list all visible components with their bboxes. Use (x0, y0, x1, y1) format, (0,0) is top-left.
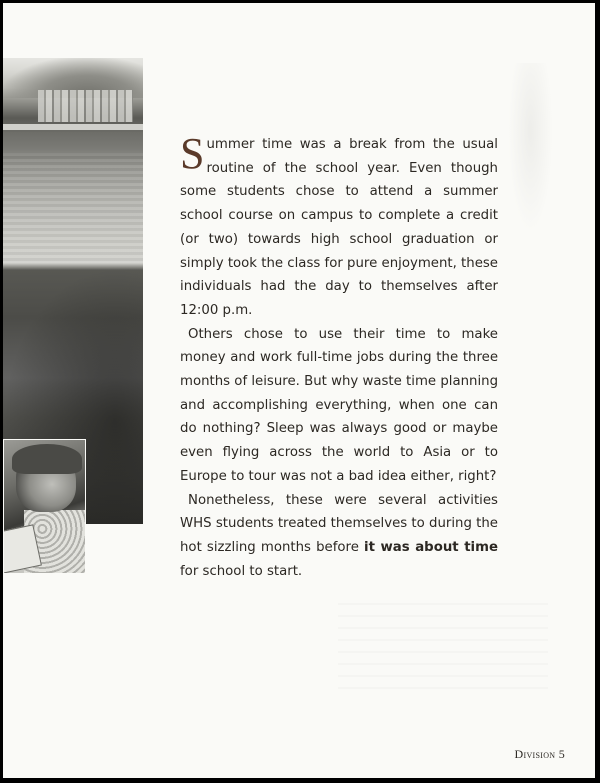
drop-cap: S (180, 129, 205, 178)
student-hair (12, 444, 82, 474)
page-folio (515, 747, 565, 762)
paragraph-3-start: Nonetheless, these were several activities WHS students treated themselves to during the hot sizzling months before (180, 492, 498, 555)
paragraph-2: Others chose to use their time to make money and work full-time jobs during the three months of leisure. But why waste time planning and accomplishing everything, when one can do nothing? Sleep was always good or maybe even flying across the world to Asia or to Europe to tour was not a bad idea either, right? (180, 326, 499, 484)
bridge (3, 124, 143, 132)
paragraph-3-end: for school to start. (180, 563, 303, 579)
bleed-through-text (338, 603, 548, 693)
theme-phrase: it was about time (364, 539, 498, 555)
paragraph-3 (180, 489, 498, 584)
bleed-through-mark (508, 63, 553, 233)
water-reflection (3, 153, 143, 263)
paragraph-1 (180, 129, 498, 323)
paragraph-1-text: ummer time was a break from the usual routine of the school year. Even though some students chose to attend a summer school course on campus to complete a credit (or two) towards high school graduation or simply took the class for pure enjoyment, these individuals had the day to themselves after 12:00 p.m. (180, 137, 498, 318)
page-number: 5 (558, 747, 565, 761)
riverside-buildings (38, 90, 133, 122)
yearbook-page (3, 3, 595, 778)
section-label: Division (514, 747, 556, 761)
article-body (180, 129, 499, 583)
student-portrait-photo (3, 439, 86, 574)
